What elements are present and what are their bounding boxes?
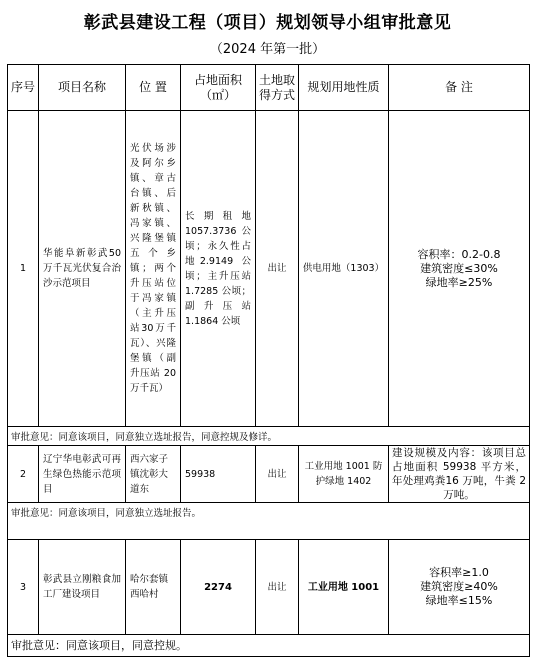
row-usage: 工业用地 1001 防护绿地 1402 <box>299 446 389 503</box>
table-row <box>8 446 530 503</box>
row-location: 光伏场涉及阿尔乡镇、章古台镇、后新秋镇、冯家镇、兴隆堡镇五个乡镇；两个升压站位于冯家镇（主升压站30万千瓦）、兴隆堡镇（副升压站 20 万千瓦） <box>126 111 181 427</box>
row-name: 辽宁华电彰武可再生绿色热能示范项目 <box>39 446 126 503</box>
row-name: 华能阜新彰武50 万千瓦光伏复合治沙示范项目 <box>39 111 126 427</box>
row-usage: 供电用地（1303） <box>299 111 389 427</box>
row-area: 长期租地1057.3736 公顷；永久性占地2.9149 公顷；主升压站1.7285 公顷；副升压站1.1864 公顷 <box>181 111 256 427</box>
remark-line: 建筑密度≤30% <box>420 261 498 275</box>
row-area: 2274 <box>181 540 256 635</box>
row-seq: 3 <box>8 540 39 635</box>
header-method: 土地取得方式 <box>256 65 299 111</box>
row-location: 哈尔套镇西哈村 <box>126 540 181 635</box>
row-location: 西六家子镇沈彰大道东 <box>126 446 181 503</box>
document-title: 彰武县建设工程（项目）规划领导小组审批意见 <box>83 13 452 33</box>
document-subtitle: （2024 年第一批） <box>209 42 326 57</box>
row-usage: 工业用地 1001 <box>299 540 389 635</box>
row-method: 出让 <box>256 540 299 635</box>
header-seq: 序号 <box>8 65 39 111</box>
row-remarks <box>389 446 530 503</box>
approval-opinion: 审批意见：同意该项目，同意独立选址报告，同意控规及修详。 <box>8 427 530 446</box>
header-location: 位 置 <box>126 65 181 111</box>
table-row <box>8 540 530 635</box>
approval-table <box>7 64 530 657</box>
approval-opinion: 审批意见：同意该项目，同意控规。 <box>8 635 530 657</box>
header-row <box>8 65 530 111</box>
header-name: 项目名称 <box>39 65 126 111</box>
row-remarks <box>389 111 530 427</box>
table-row <box>8 111 530 427</box>
row-remarks <box>389 540 530 635</box>
remark-line: 建筑密度≥40% <box>420 580 498 593</box>
row-method: 出让 <box>256 446 299 503</box>
remark-line: 绿地率≥25% <box>425 275 493 289</box>
row-seq: 1 <box>8 111 39 427</box>
remark-line: 容积率≥1.0 <box>429 566 489 579</box>
approval-opinion: 审批意见：同意该项目，同意独立选址报告。 <box>8 503 530 540</box>
row-seq: 2 <box>8 446 39 503</box>
approval-row <box>8 503 530 540</box>
remark-line: 建设规模及内容：该项目总占地面积 59938 平方米，年处理鸡粪16 万吨，牛粪 2 万吨。 <box>392 447 526 501</box>
row-name: 彰武县立刚粮食加工厂建设项目 <box>39 540 126 635</box>
row-area: 59938 <box>181 446 256 503</box>
remark-line: 绿地率≤15% <box>425 594 493 607</box>
header-remarks: 备 注 <box>389 65 530 111</box>
row-method: 出让 <box>256 111 299 427</box>
header-usage: 规划用地性质 <box>299 65 389 111</box>
remark-line: 容积率：0.2-0.8 <box>417 247 501 261</box>
header-area: 占地面积（㎡） <box>181 65 256 111</box>
approval-row <box>8 635 530 657</box>
approval-row <box>8 427 530 446</box>
